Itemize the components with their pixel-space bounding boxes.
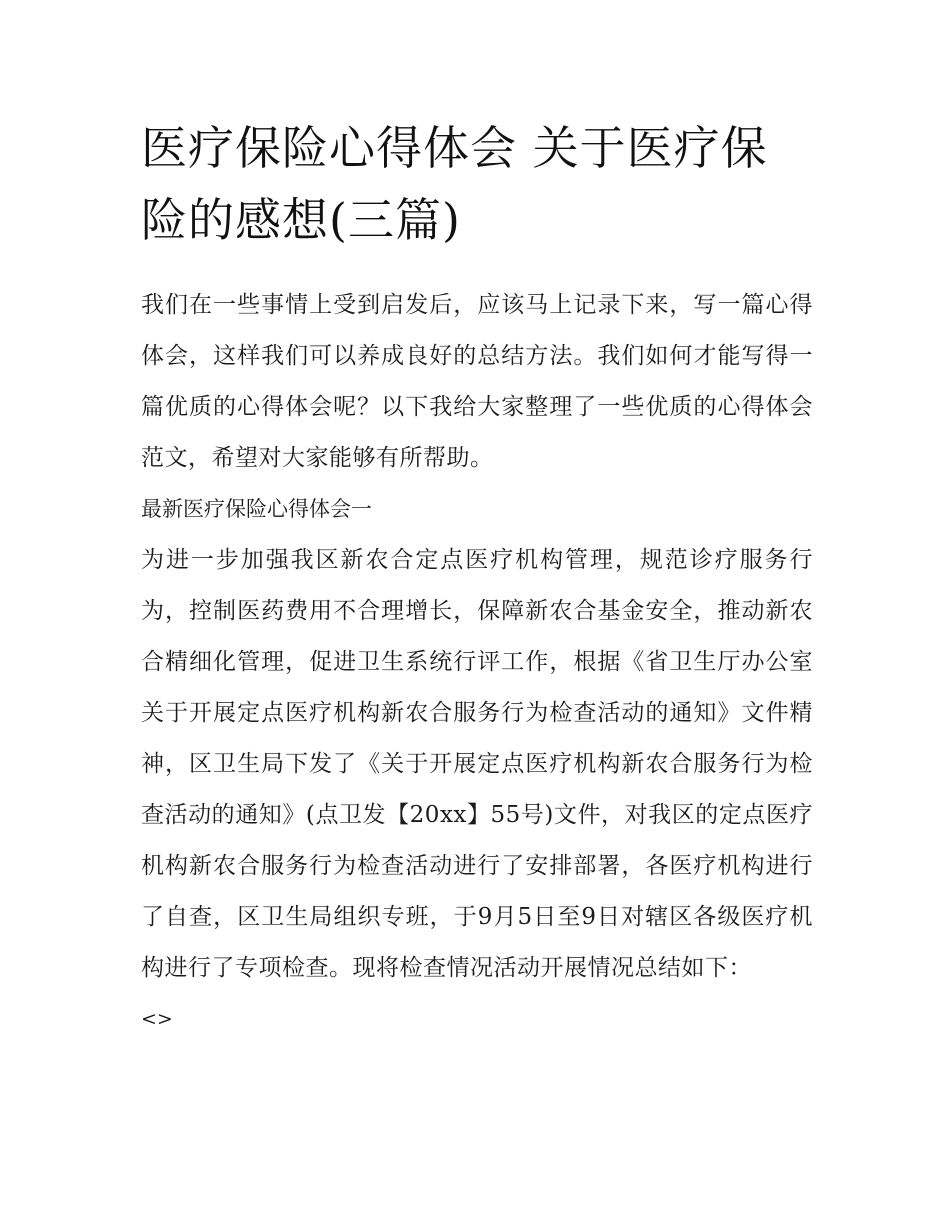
body-paragraph: 为进一步加强我区新农合定点医疗机构管理，规范诊疗服务行为，控制医药费用不合理增长，保障新农合基金安全，推动新农合精细化管理，促进卫生系统行评工作，根据《省卫生厅办公室关于开展定点医疗机构新农合服务行为检查活动的通知》文件精神，区卫生局下发了《关于开展定点医疗机构新农合服务行为检查活动的通知》(点卫发【20xx】55号)文件，对我区的定点医疗机构新农合服务行为检查活动进行了安排部署，各医疗机构进行了自查，区卫生局组织专班，于9月5日至9日对辖区各级医疗机构进行了专项检查。现将检查情况活动开展情况总结如下： — [141, 547, 813, 981]
placeholder-marker: <> — [141, 1008, 173, 1030]
document-title: 医疗保险心得体会 关于医疗保险的感想(三篇) — [141, 121, 768, 247]
document-page — [141, 112, 813, 1045]
section-heading: 最新医疗保险心得体会一 — [141, 497, 372, 521]
intro-paragraph: 我们在一些事情上受到启发后，应该马上记录下来，写一篇心得体会，这样我们可以养成良好的总结方法。我们如何才能写得一篇优质的心得体会呢？以下我给大家整理了一些优质的心得体会范文，希望对大家能够有所帮助。 — [141, 292, 813, 471]
